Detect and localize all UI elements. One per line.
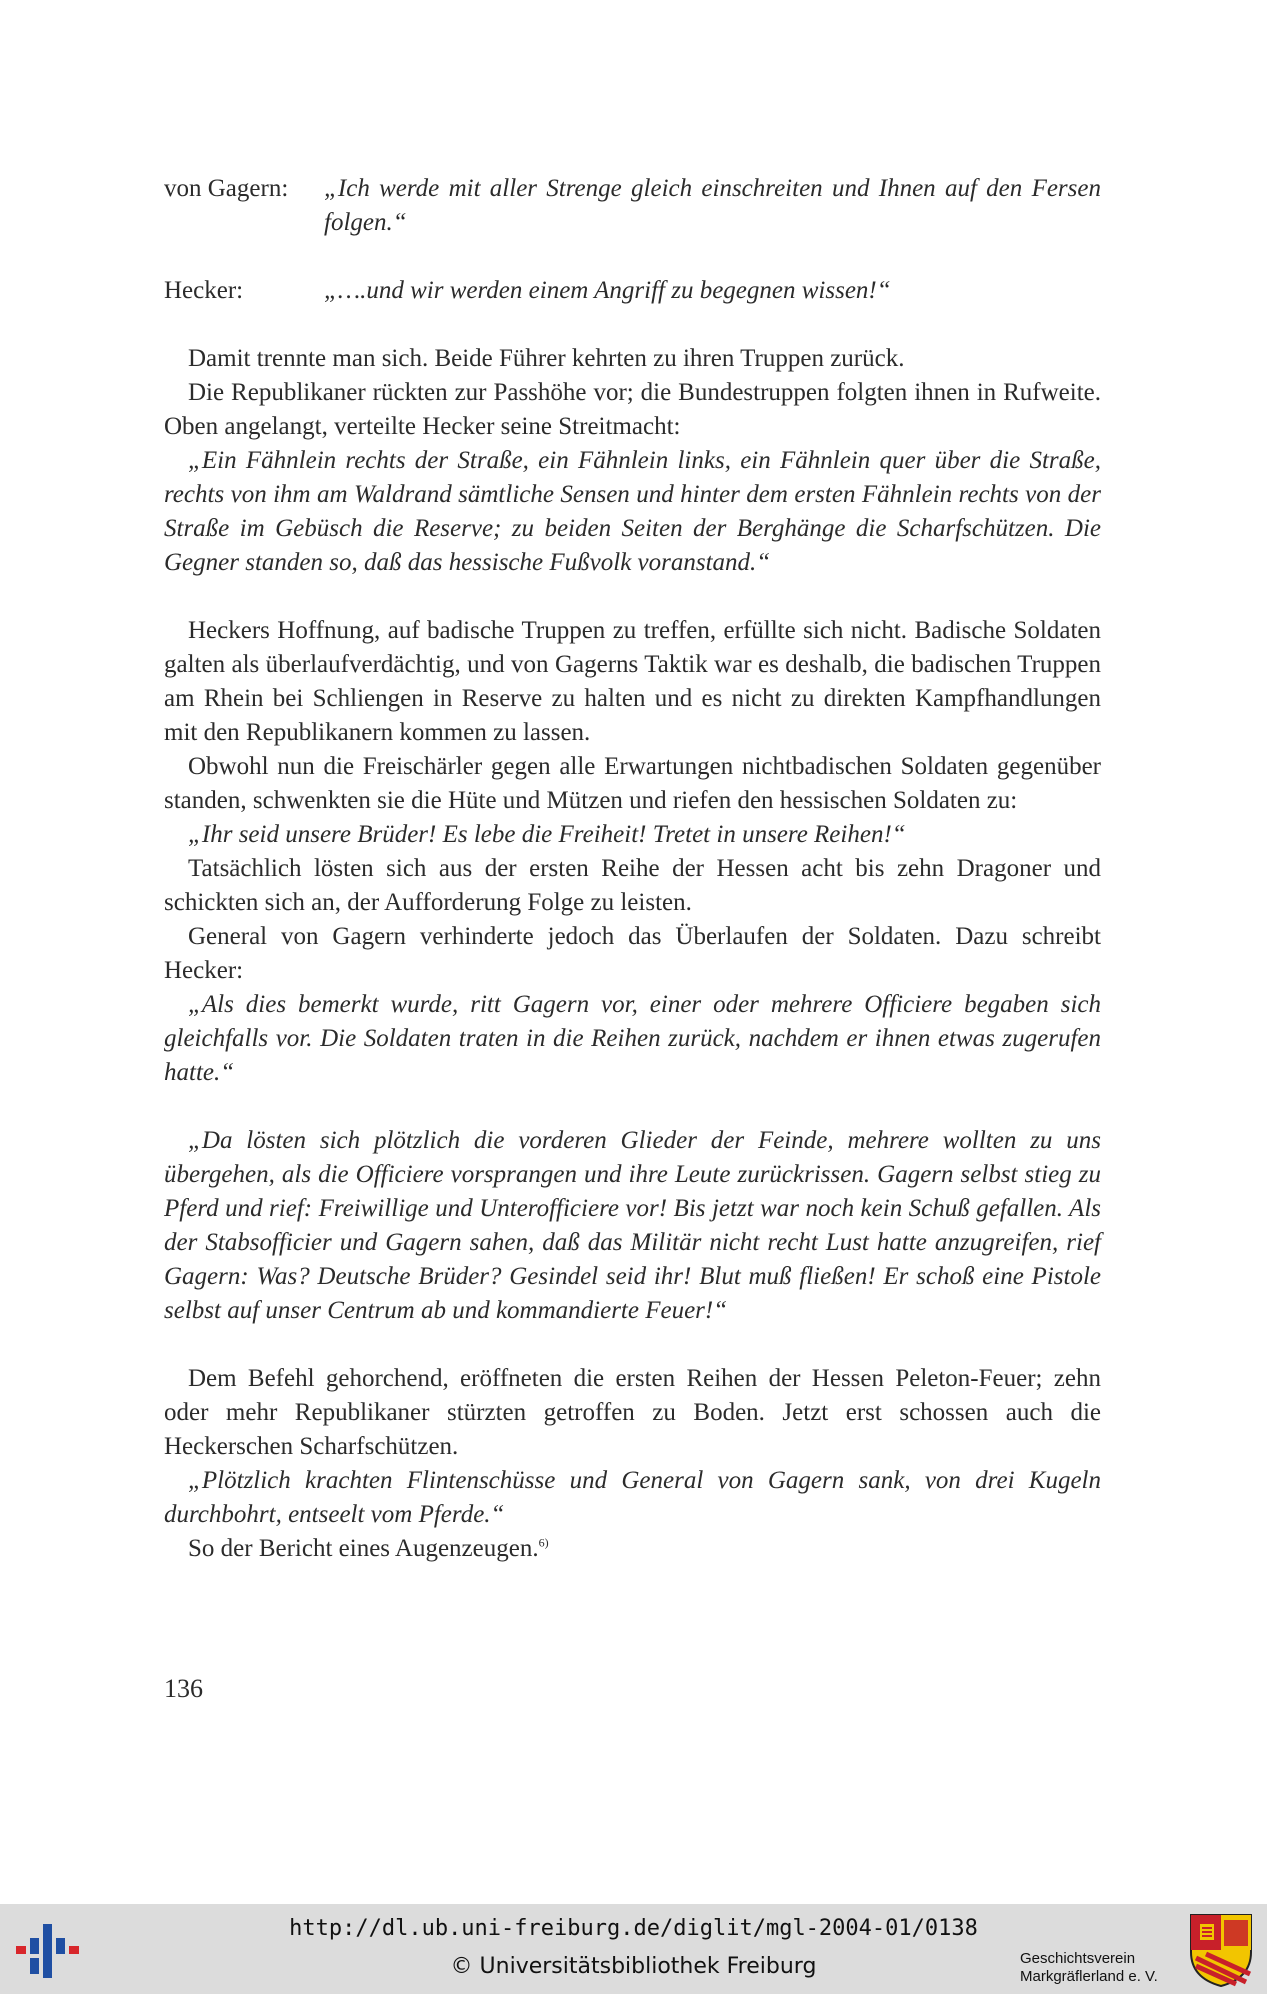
paragraph-text: So der Bericht eines Augenzeugen. — [188, 1535, 539, 1562]
quotation: „Da lösten sich plötzlich die vorderen Glieder der Feinde, mehrere wollten zu uns übergehen, als die Officiere vorsprangen und ihre Leute zurückrissen. Gagern selbst stieg zu Pferd und rief: Freiwillige und Unterofficiere vor! Bis jetzt war noch kein Schuß gefallen. Als der Stabsofficier und Gagern sahen, daß das Militär nicht recht Lust hatte anzugreifen, rief Gagern: Was? Deutsche Brüder? Gesindel seid ihr! Blut muß fließen! Er schoß eine Pistole selbst auf unser Centrum ab und kommandierte Feuer!“ — [164, 1127, 1101, 1324]
footer-url-link[interactable]: http://dl.ub.uni-freiburg.de/diglit/mgl-2004-01/0138 — [289, 1916, 978, 1941]
paragraph: Damit trennte man sich. Beide Führer kehrten zu ihren Truppen zurück. — [188, 345, 905, 372]
dialog-speech: „….und wir werden einem Angriff zu begegnen wissen!“ — [324, 277, 891, 304]
society-name — [1020, 1950, 1180, 1986]
dialog-speaker: von Gagern: — [164, 175, 289, 202]
dialog-speech: „Ich werde mit aller Strenge gleich einschreiten und Ihnen auf den Fersen folgen.“ — [324, 175, 1101, 236]
quotation: „Als dies bemerkt wurde, ritt Gagern vor, einer oder mehrere Officiere begaben sich gleichfalls vor. Die Soldaten traten in die Reihen zurück, nachdem er ihnen etwas zugerufen hatte.“ — [164, 991, 1101, 1086]
quotation: „Ihr seid unsere Brüder! Es lebe die Freiheit! Tretet in unsere Reihen!“ — [188, 821, 906, 848]
footer-bar — [0, 1904, 1267, 1994]
dialog-speaker: Hecker: — [164, 277, 244, 304]
coat-of-arms-icon — [1188, 1912, 1254, 1988]
page-number: 136 — [164, 1674, 203, 1703]
paragraph-with-footnote — [164, 1532, 1101, 1566]
quotation: „Ein Fähnlein rechts der Straße, ein Fähnlein links, ein Fähnlein quer über die Straße, rechts von ihm am Waldrand sämtliche Sensen und hinter dem ersten Fähnlein rechts von der Straße im Gebüsch die Reserve; zu beiden Seiten der Berghänge die Scharfschützen. Die Gegner standen so, daß das hessische Fußvolk voranstand.“ — [164, 447, 1101, 576]
footer-copyright: © Universitätsbibliothek Freiburg — [450, 1954, 817, 1979]
society-line: Markgräflerland e. V. — [1020, 1968, 1158, 1985]
paragraph: Die Republikaner rückten zur Passhöhe vor; die Bundestruppen folgten ihnen in Rufweite. Oben angelangt, verteilte Hecker seine Streitmacht: — [164, 379, 1101, 440]
society-line: Geschichtsverein — [1020, 1950, 1136, 1967]
paragraph: Tatsächlich lösten sich aus der ersten Reihe der Hessen acht bis zehn Dragoner und schickten sich an, der Aufforderung Folge zu leisten. — [164, 855, 1101, 916]
paragraph: Obwohl nun die Freischärler gegen alle Erwartungen nichtbadischen Soldaten gegenüber standen, schwenkten sie die Hüte und Mützen und riefen den hessischen Soldaten zu: — [164, 753, 1101, 814]
quotation: „Plötzlich krachten Flintenschüsse und General von Gagern sank, von drei Kugeln durchbohrt, entseelt vom Pferde.“ — [164, 1467, 1101, 1528]
paragraph: Heckers Hoffnung, auf badische Truppen zu treffen, erfüllte sich nicht. Badische Soldaten galten als überlaufverdächtig, und von Gagerns Taktik war es deshalb, die badischen Truppen am Rhein bei Schliengen in Reserve zu halten und es nicht zu direkten Kampfhandlungen mit den Republikanern kommen zu lassen. — [164, 617, 1101, 746]
paragraph: Dem Befehl gehorchend, eröffneten die ersten Reihen der Hessen Peleton-Feuer; zehn oder mehr Republikaner stürzten getroffen zu Boden. Jetzt erst schossen auch die Heckerschen Scharfschützen. — [164, 1365, 1101, 1460]
footnote-marker[interactable]: 6) — [538, 1535, 549, 1550]
paragraph: General von Gagern verhinderte jedoch das Überlaufen der Soldaten. Dazu schreibt Hecker: — [164, 923, 1101, 984]
body-text — [164, 342, 1101, 1566]
